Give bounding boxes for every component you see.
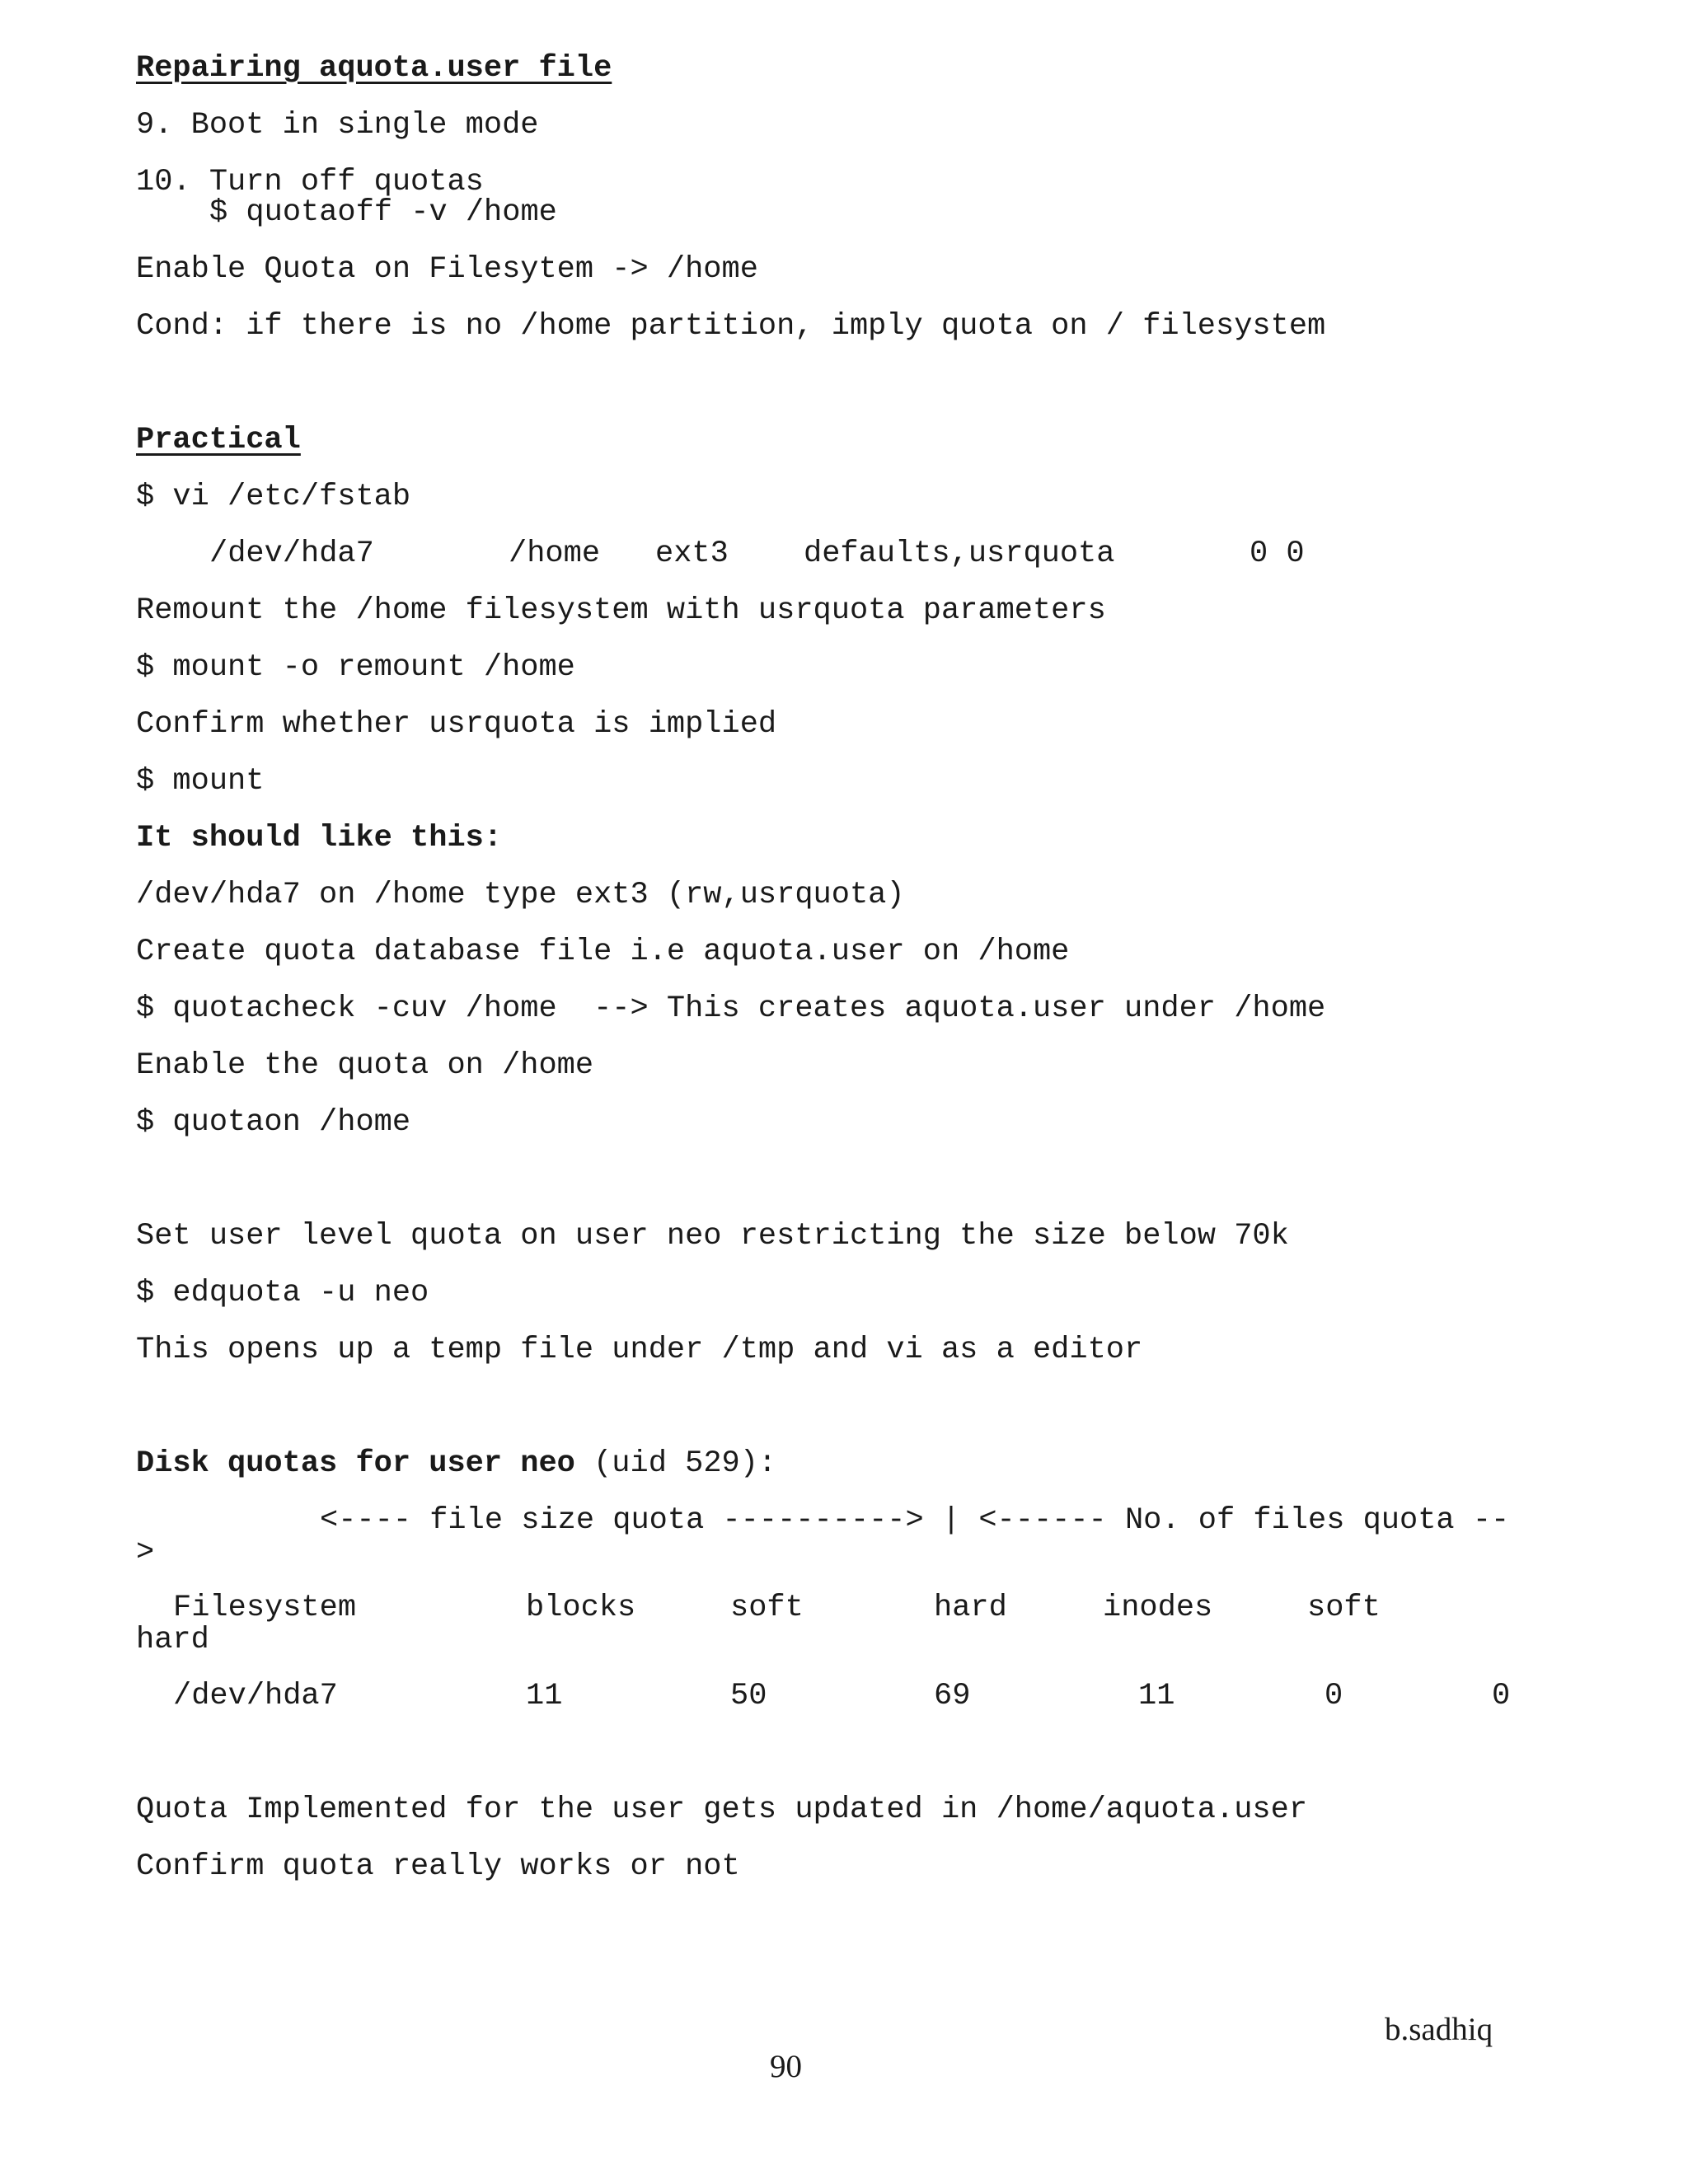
disk-quota-title-uid: (uid 529): (574, 1446, 777, 1481)
mount-output: /dev/hda7 on /home type ext3 (rw,usrquota) (136, 878, 905, 912)
header-inodes: inodes (1103, 1591, 1213, 1625)
remount-description: Remount the /home filesystem with usrquota parameters (136, 593, 1106, 628)
quota-legend-line: <---- file size quota ----------> | <------ No. of files quota -- (320, 1503, 1510, 1538)
confirm-works-description: Confirm quota really works or not (136, 1849, 740, 1884)
row-blocks: 11 (526, 1679, 563, 1713)
header-hard: hard (934, 1591, 1007, 1625)
set-quota-description: Set user level quota on user neo restricting the size below 70k (136, 1219, 1289, 1254)
quotaoff-command: $ quotaoff -v /home (209, 195, 557, 230)
header-blocks: blocks (526, 1591, 636, 1625)
confirm-description: Confirm whether usrquota is implied (136, 707, 777, 742)
vi-fstab-command: $ vi /etc/fstab (136, 480, 411, 514)
row-soft-files: 0 (1325, 1679, 1343, 1713)
quotacheck-command: $ quotacheck -cuv /home --> This creates aquota.user under /home (136, 991, 1326, 1026)
enable-quota-line: Enable Quota on Filesytem -> /home (136, 252, 758, 287)
header-soft-files: soft (1307, 1591, 1381, 1625)
should-like-label: It should like this: (136, 821, 503, 855)
practical-heading: Practical (136, 423, 301, 457)
step-9: 9. Boot in single mode (136, 108, 539, 143)
enable-quota-description: Enable the quota on /home (136, 1048, 594, 1083)
row-hard: 69 (934, 1679, 971, 1713)
header-soft: soft (730, 1591, 804, 1625)
author-signature: b.sadhiq (1385, 2012, 1493, 2047)
row-inodes: 11 (1138, 1679, 1175, 1713)
mount-command: $ mount (136, 764, 265, 799)
implemented-description: Quota Implemented for the user gets updated in /home/aquota.user (136, 1793, 1308, 1827)
disk-quota-title-bold: Disk quotas for user neo (136, 1446, 575, 1481)
row-soft: 50 (730, 1679, 767, 1713)
disk-quota-title (136, 1446, 777, 1481)
header-hard-files: hard (136, 1623, 209, 1657)
fstab-fstype: ext3 (655, 537, 729, 571)
page-number: 90 (770, 2049, 802, 2084)
cond-line: Cond: if there is no /home partition, imply quota on / filesystem (136, 309, 1326, 344)
row-filesystem: /dev/hda7 (173, 1679, 338, 1713)
header-filesystem: Filesystem (173, 1591, 357, 1625)
fstab-dump-pass: 0 0 (1250, 537, 1305, 571)
remount-command: $ mount -o remount /home (136, 650, 575, 685)
step-10: 10. Turn off quotas (136, 165, 484, 199)
repair-heading: Repairing aquota.user file (136, 51, 612, 86)
fstab-mountpoint: /home (509, 537, 601, 571)
fstab-device: /dev/hda7 (209, 537, 374, 571)
fstab-options: defaults,usrquota (804, 537, 1115, 571)
quota-legend-wrap: > (136, 1535, 155, 1570)
edquota-command: $ edquota -u neo (136, 1276, 429, 1310)
row-hard-files: 0 (1492, 1679, 1511, 1713)
opens-description: This opens up a temp file under /tmp and vi as a editor (136, 1333, 1143, 1367)
create-db-description: Create quota database file i.e aquota.user on /home (136, 935, 1070, 969)
quotaon-command: $ quotaon /home (136, 1105, 411, 1140)
